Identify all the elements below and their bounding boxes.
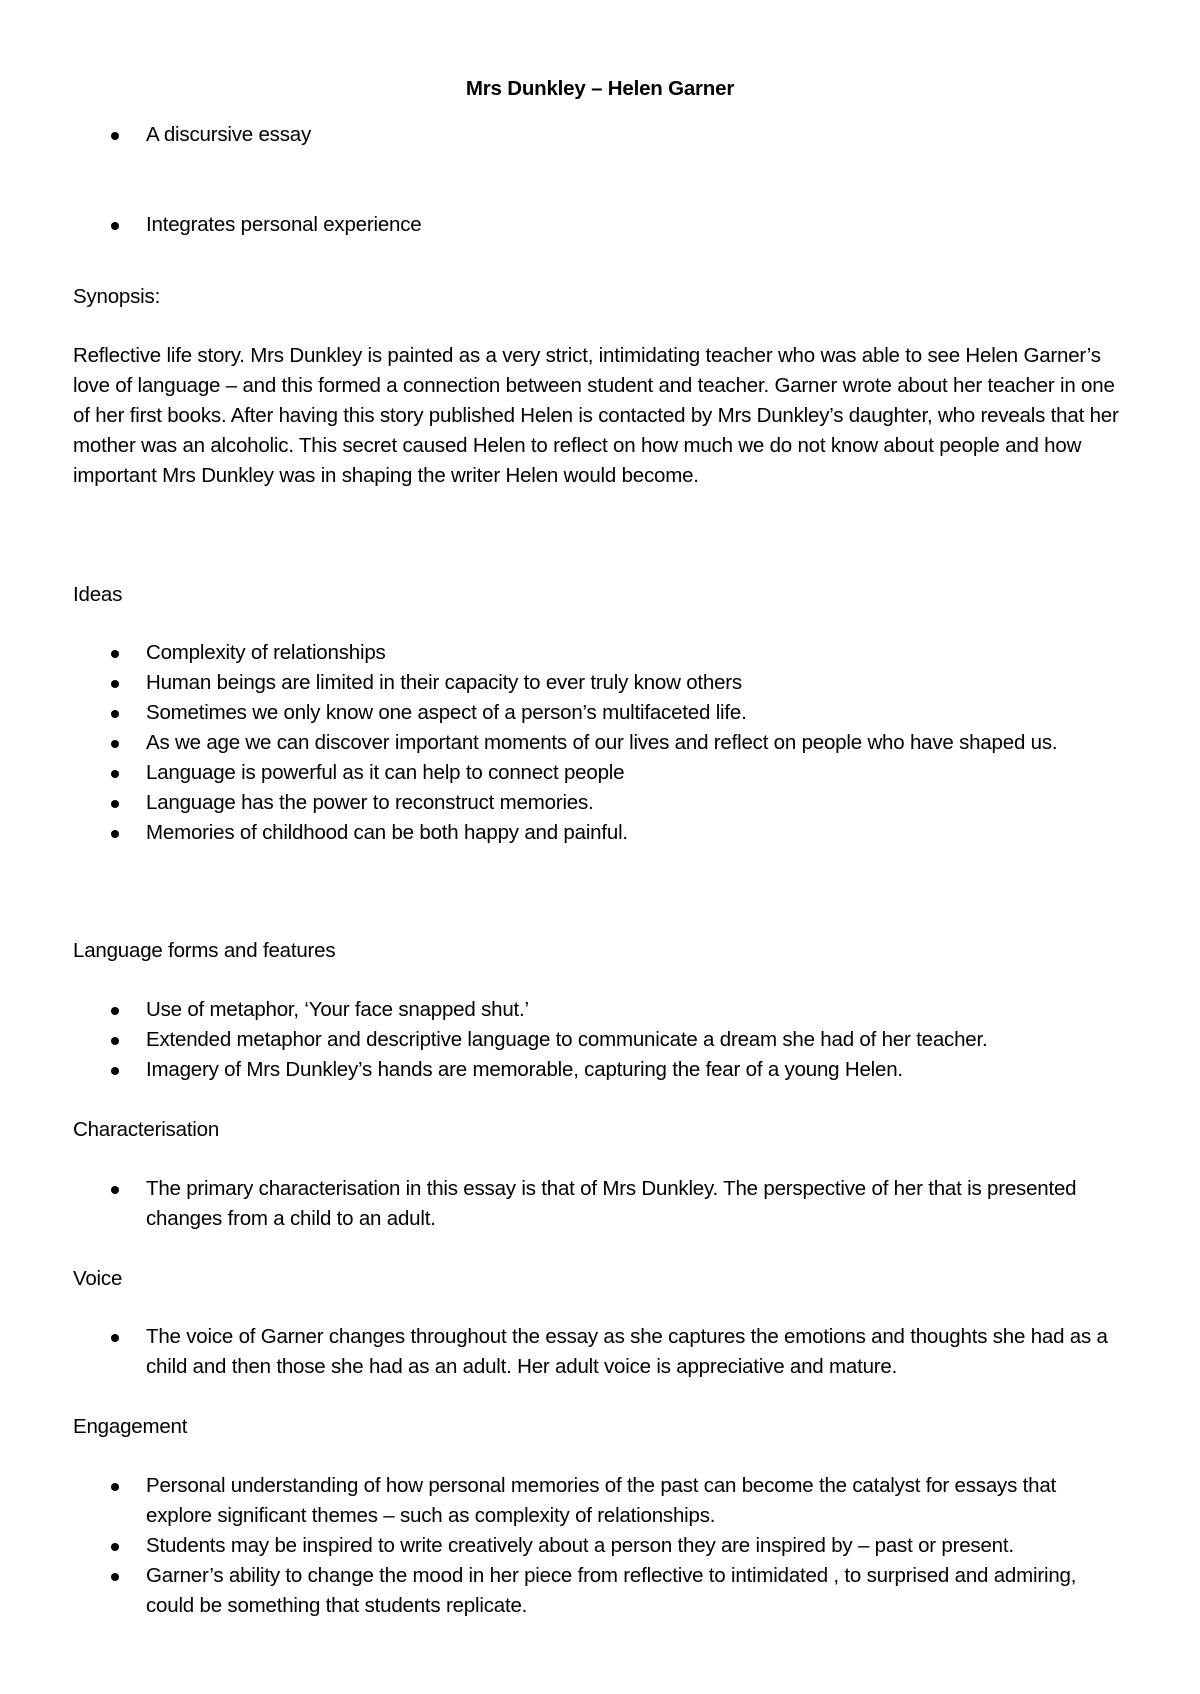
bullet-icon [111, 1037, 119, 1045]
language-list [0, 995, 1140, 1085]
list-item: Students may be inspired to write creatively about a person they are inspired by – past or present. [0, 1531, 1126, 1561]
bullet-icon [111, 132, 119, 140]
voice-heading: Voice [73, 1267, 123, 1290]
bullet-icon [111, 1186, 119, 1194]
bullet-icon [111, 1067, 119, 1075]
bullet-icon [111, 1483, 119, 1491]
bullet-icon [111, 1573, 119, 1581]
engagement-heading: Engagement [73, 1415, 188, 1438]
list-item: Language is powerful as it can help to connect people [0, 758, 1126, 788]
list-item: Garner’s ability to change the mood in her piece from reflective to intimidated , to surprised and admiring, could be something that students replicate. [0, 1561, 1126, 1621]
list-item: Complexity of relationships [0, 638, 1126, 668]
list-item: A discursive essay [0, 120, 1126, 150]
synopsis-heading: Synopsis: [73, 285, 161, 308]
bullet-icon [111, 1334, 119, 1342]
list-item: Language has the power to reconstruct memories. [0, 788, 1126, 818]
characterisation-list [0, 1174, 1140, 1234]
list-item: The voice of Garner changes throughout the essay as she captures the emotions and thoughts she had as a child and then those she had as an adult. Her adult voice is appreciative and mature. [0, 1322, 1126, 1382]
list-item: Human beings are limited in their capacity to ever truly know others [0, 668, 1126, 698]
intro-bullet-list [0, 120, 1140, 150]
list-item: Integrates personal experience [0, 210, 1126, 240]
bullet-icon [111, 680, 119, 688]
list-item: Sometimes we only know one aspect of a person’s multifaceted life. [0, 698, 1126, 728]
bullet-icon [111, 740, 119, 748]
intro-bullet-list-2 [0, 210, 1140, 240]
bullet-icon [111, 710, 119, 718]
ideas-heading: Ideas [73, 583, 123, 606]
list-item: The primary characterisation in this essay is that of Mrs Dunkley. The perspective of her that is presented changes from a child to an adult. [0, 1174, 1126, 1234]
bullet-icon [111, 1007, 119, 1015]
engagement-list [0, 1471, 1140, 1621]
bullet-icon [111, 770, 119, 778]
list-item: Use of metaphor, ‘Your face snapped shut.’ [0, 995, 1126, 1025]
ideas-list [0, 638, 1140, 848]
voice-list [0, 1322, 1140, 1382]
list-item: Memories of childhood can be both happy and painful. [0, 818, 1126, 848]
bullet-icon [111, 1543, 119, 1551]
bullet-icon [111, 222, 119, 230]
list-item: As we age we can discover important moments of our lives and reflect on people who have shaped us. [0, 728, 1126, 758]
language-heading: Language forms and features [73, 939, 336, 962]
bullet-icon [111, 800, 119, 808]
list-item: Imagery of Mrs Dunkley’s hands are memorable, capturing the fear of a young Helen. [0, 1055, 1126, 1085]
document-title: Mrs Dunkley – Helen Garner [465, 77, 735, 100]
characterisation-heading: Characterisation [73, 1118, 220, 1141]
synopsis-paragraph: Reflective life story. Mrs Dunkley is painted as a very strict, intimidating teacher who was able to see Helen Garner’s love of language – and this formed a connection between student and teacher. Garner wrote about her teacher in one of her first books. After having this story published Helen is contacted by Mrs Dunkley’s daughter, who reveals that her mother was an alcoholic. This secret caused Helen to reflect on how much we do not know about people and how important Mrs Dunkley was in shaping the writer Helen would become. [73, 344, 1119, 487]
bullet-icon [111, 830, 119, 838]
list-item: Extended metaphor and descriptive language to communicate a dream she had of her teacher. [0, 1025, 1126, 1055]
list-item: Personal understanding of how personal memories of the past can become the catalyst for essays that explore significant themes – such as complexity of relationships. [0, 1471, 1126, 1531]
bullet-icon [111, 650, 119, 658]
